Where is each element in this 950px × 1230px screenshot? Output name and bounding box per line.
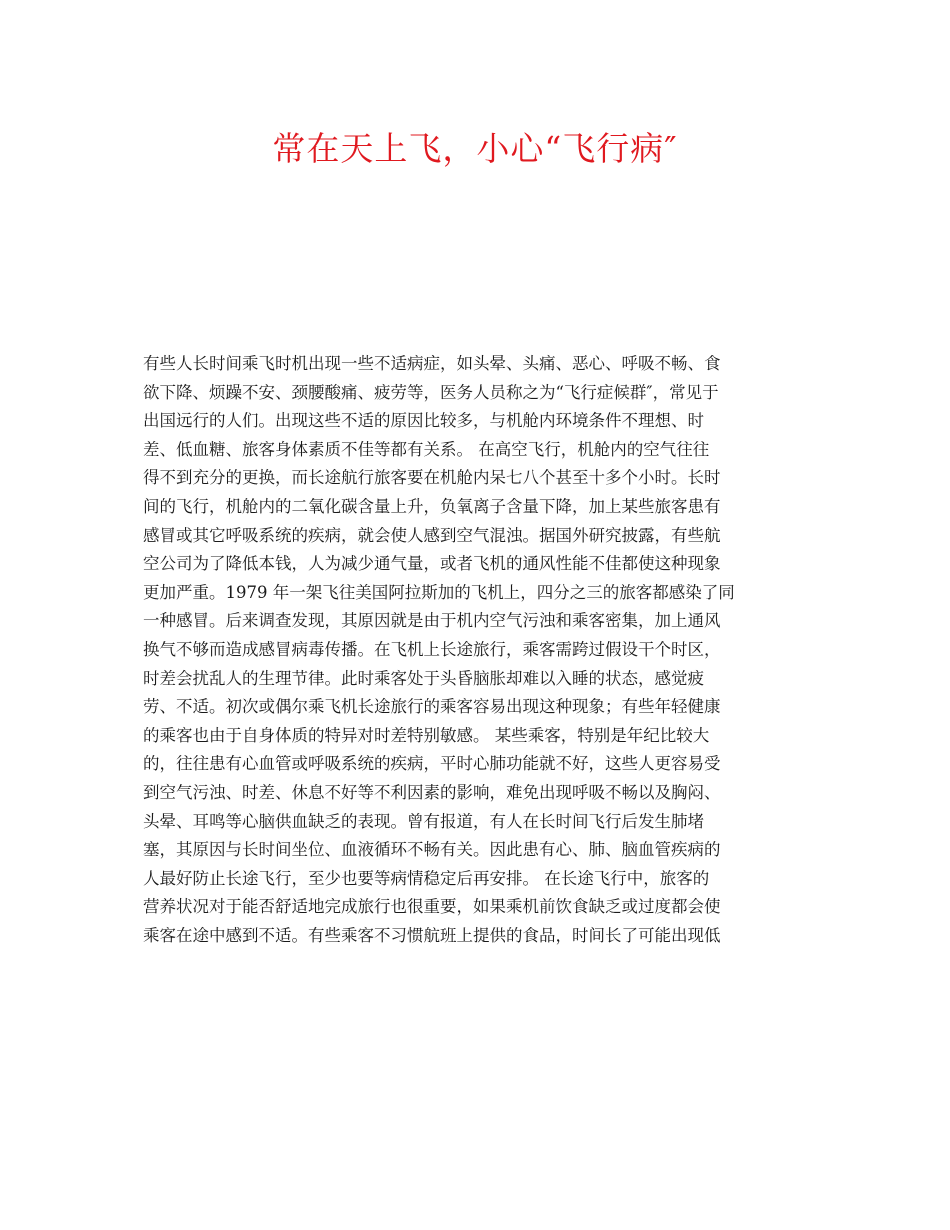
body-line: 头晕、耳鸣等心脑供血缺乏的表现。曾有报道，有人在长时间飞行后发生肺堵 xyxy=(143,811,704,831)
body-line: 一种感冒。后来调查发现，其原因就是由于机内空气污浊和乘客密集，加上通风 xyxy=(143,611,721,631)
body-line: 时差会扰乱人的生理节律。此时乘客处于头昏脑胀却难以入睡的状态，感觉疲 xyxy=(143,668,704,688)
body-line: 换气不够而造成感冒病毒传播。在飞机上长途旅行，乘客需跨过假设干个时区， xyxy=(143,639,721,659)
body-line: 乘客在途中感到不适。有些乘客不习惯航班上提供的食品，时间长了可能出现低 xyxy=(143,925,721,945)
body-line: 到空气污浊、时差、休息不好等不利因素的影响，难免出现呼吸不畅以及胸闷、 xyxy=(143,782,721,802)
body-line: 空公司为了降低本钱，人为减少通气量，或者飞机的通风性能不佳都使这种现象 xyxy=(143,554,721,574)
document-body xyxy=(143,350,807,950)
document-title: 常在天上飞，小心“飞行病″ xyxy=(272,129,678,168)
body-line: 塞，其原因与长时间坐位、血液循环不畅有关。因此患有心、肺、脑血管疾病的 xyxy=(143,840,721,860)
body-line: 营养状况对于能否舒适地完成旅行也很重要，如果乘机前饮食缺乏或过度都会使 xyxy=(143,897,721,917)
body-line: 有些人长时间乘飞时机出现一些不适病症，如头晕、头痛、恶心、呼吸不畅、食 xyxy=(143,354,721,373)
body-line: 的，往往患有心血管或呼吸系统的疾病，平时心肺功能就不好，这些人更容易受 xyxy=(143,754,721,774)
body-line: 差、低血糖、旅客身体素质不佳等都有关系。 在高空飞行，机舱内的空气往往 xyxy=(143,439,710,459)
body-line: 出国远行的人们。出现这些不适的原因比较多，与机舱内环境条件不理想、时 xyxy=(143,411,704,431)
body-line: 劳、不适。初次或偶尔乘飞机长途旅行的乘客容易出现这种现象；有些年轻健康 xyxy=(143,697,721,717)
body-line: 的乘客也由于自身体质的特异对时差特别敏感。 某些乘客，特别是年纪比较大 xyxy=(143,725,710,745)
body-line: 欲下降、烦躁不安、颈腰酸痛、疲劳等，医务人员称之为“飞行症候群″，常见于 xyxy=(143,382,719,402)
body-line: 间的飞行，机舱内的二氧化碳含量上升，负氧离子含量下降，加上某些旅客患有 xyxy=(143,496,721,516)
body-line: 更加严重。1979 年一架飞往美国阿拉斯加的飞机上，四分之三的旅客都感染了同 xyxy=(143,582,735,602)
body-line: 人最好防止长途飞行，至少也要等病情稳定后再安排。 在长途飞行中，旅客的 xyxy=(143,868,710,888)
body-line: 得不到充分的更换，而长途航行旅客要在机舱内呆七八个甚至十多个小时。长时 xyxy=(143,468,721,488)
body-line: 感冒或其它呼吸系统的疾病，就会使人感到空气混浊。据国外研究披露，有些航 xyxy=(143,525,721,545)
